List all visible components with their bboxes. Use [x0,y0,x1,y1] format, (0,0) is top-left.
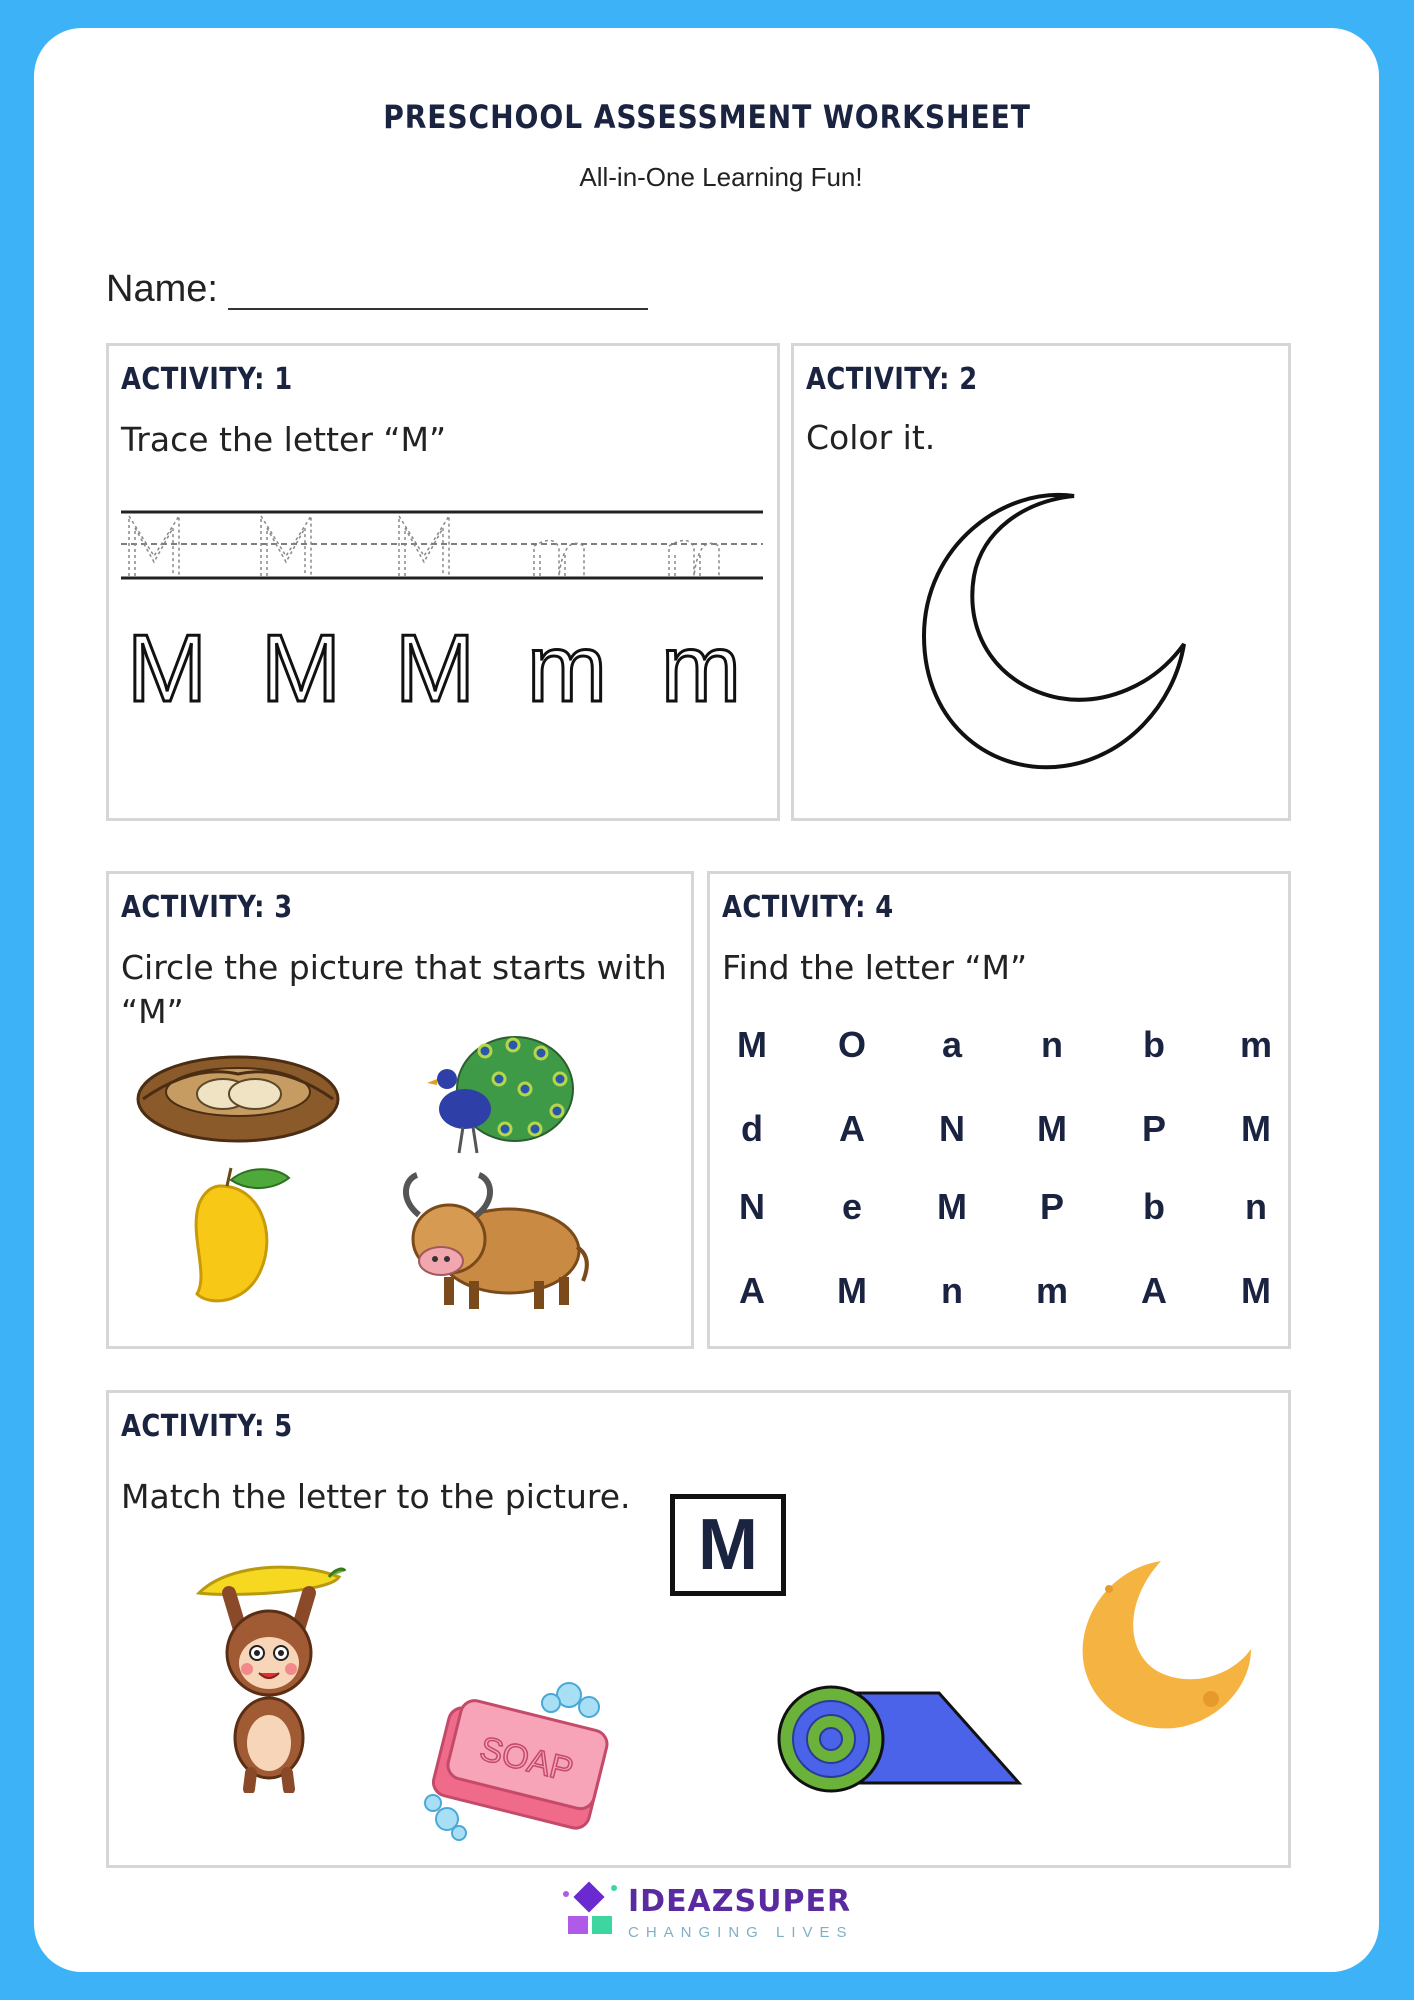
grid-letter[interactable]: A [739,1270,765,1311]
grid-letter[interactable]: n [1041,1024,1063,1065]
moon-icon[interactable] [1071,1549,1261,1739]
activity-5-instruction: Match the letter to the picture. [121,1477,631,1516]
grid-letter[interactable]: d [741,1108,763,1149]
outline-letter: M [395,615,475,722]
soap-icon[interactable] [419,1673,619,1843]
worksheet-subtitle: All-in-One Learning Fun! [579,162,863,192]
brand-tagline: CHANGING LIVES [628,1924,854,1941]
activity-3-instruction: Circle the picture that starts with [121,948,667,987]
yak-icon[interactable] [399,1169,599,1319]
grid-letter[interactable]: P [1039,1186,1064,1227]
grid-letter[interactable]: M [737,1024,767,1065]
activity-2-instruction: Color it. [806,418,936,457]
activity-3-instruction-cont: “M” [121,992,184,1031]
grid-letter[interactable]: M [1241,1270,1271,1311]
soap-label: SOAP [476,1729,577,1790]
mango-icon[interactable] [169,1164,299,1314]
grid-letter[interactable]: N [939,1108,965,1149]
grid-letter[interactable]: m [1239,1024,1272,1065]
grid-letter[interactable]: A [839,1108,865,1149]
activity-3-box [106,871,694,1349]
mat-icon[interactable] [769,1673,1029,1803]
grid-letter[interactable]: O [837,1024,866,1065]
crescent-moon-outline-icon[interactable] [884,476,1204,796]
activity-5-label: ACTIVITY: 5 [121,1409,293,1444]
grid-letter[interactable]: M [1037,1108,1067,1149]
grid-letter[interactable]: b [1143,1024,1165,1065]
activity-2-box [791,343,1291,821]
grid-letter[interactable]: n [941,1270,963,1311]
activity-1-label: ACTIVITY: 1 [121,362,293,397]
activity-1-instruction: Trace the letter “M” [121,420,447,459]
grid-letter[interactable]: N [739,1186,765,1227]
letter-m-card[interactable]: M [670,1494,786,1596]
worksheet-title: PRESCHOOL ASSESSMENT WORKSHEET [383,98,1031,136]
monkey-with-banana-icon[interactable] [189,1553,349,1793]
name-label: Name: [106,268,218,310]
grid-letter[interactable]: M [937,1186,967,1227]
grid-letter[interactable]: e [841,1186,863,1227]
grid-letter[interactable]: M [1241,1108,1271,1149]
activity-4-box [707,871,1291,1349]
grid-letter[interactable]: n [1245,1186,1267,1227]
brand-logo [560,1880,870,1950]
peacock-icon[interactable] [425,1029,575,1159]
grid-letter[interactable]: M [837,1270,867,1311]
brand-mark-icon [560,1880,624,1944]
activity-2-label: ACTIVITY: 2 [806,362,978,397]
name-input-line[interactable] [228,308,648,310]
outline-letter: M [127,615,207,722]
outline-letter: M [261,615,341,722]
grid-letter[interactable]: a [941,1024,963,1065]
activity-3-label: ACTIVITY: 3 [121,890,293,925]
activity-4-instruction: Find the letter “M” [722,948,1028,987]
grid-letter[interactable]: m [1035,1270,1068,1311]
activity-4-label: ACTIVITY: 4 [722,890,894,925]
nest-icon[interactable] [133,1044,343,1154]
outline-letter: m [527,615,607,722]
brand-name: IDEAZSUPER [628,1884,852,1919]
grid-letter[interactable]: P [1141,1108,1166,1149]
grid-letter[interactable]: A [1141,1270,1167,1311]
grid-letter[interactable]: b [1143,1186,1165,1227]
activity-5-box [106,1390,1291,1868]
activity-1-box [106,343,780,821]
outline-letter: m [661,615,741,722]
